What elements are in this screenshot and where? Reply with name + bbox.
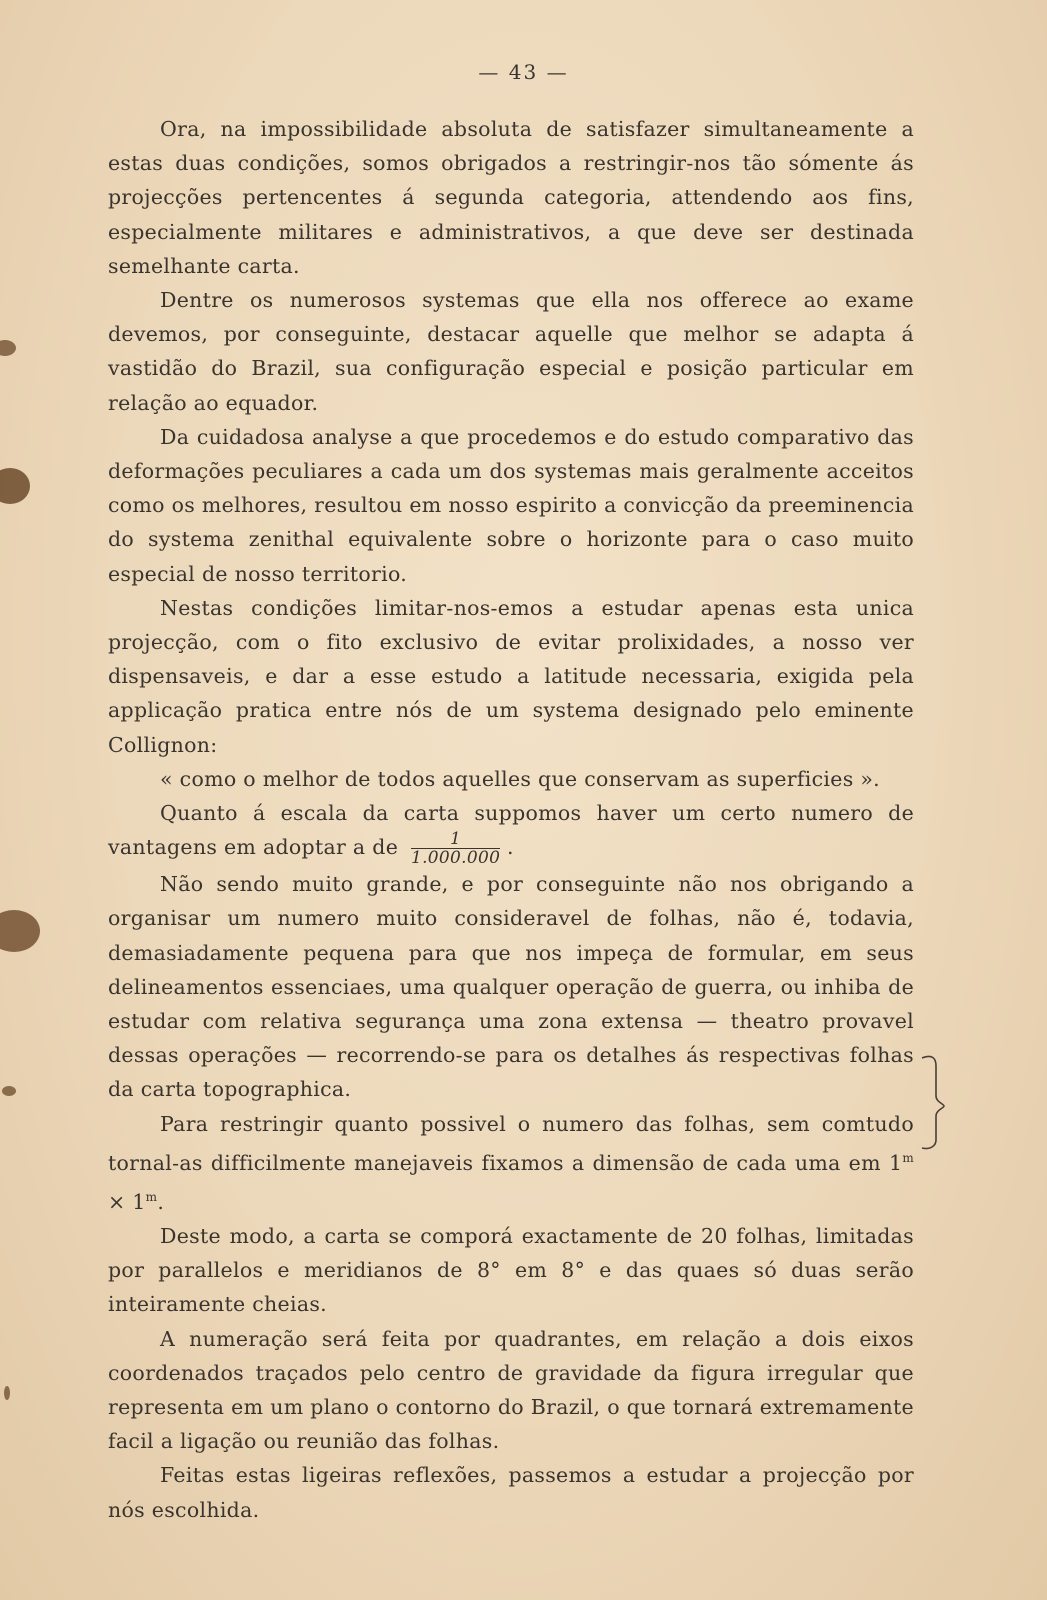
ink-stain-4 xyxy=(2,1086,16,1096)
ink-stain-3 xyxy=(0,910,40,952)
paragraph-9: A numeração será feita por quadrantes, em relação a dois eixos coordenados traçados pelo centro de gravidade da figura irregular que representa em um plano o contorno do Brazil, o que tornará extremamente facil a ligação ou reunião das folhas. xyxy=(108,1326,914,1454)
ink-stain-1 xyxy=(0,340,16,356)
fraction-denominator: 1.000.000 xyxy=(410,848,501,869)
paragraph-8: Deste modo, a carta se comporá exactamente de 20 folhas, limitadas por parallelos e meridianos de 8° em 8° e das quaes só duas serão inteiramente cheias. xyxy=(108,1223,914,1317)
page-number: — 43 — xyxy=(478,60,569,84)
paragraph-1: Ora, na impossibilidade absoluta de satisfazer simultaneamente a estas duas condições, somos obrigados a restringir-nos tão sómente ás projecções pertencentes á segunda categoria, attendendo aos fins, especialmente militares e administrativos, a que deve ser destinada semelhante carta. xyxy=(108,117,914,278)
scale-text: Quanto á escala da carta suppomos haver um certo numero de vantagens em adoptar a de xyxy=(108,801,914,860)
fraction-numerator: 1 xyxy=(411,830,500,849)
scale-text-end: . xyxy=(507,835,514,860)
paragraph-4: Nestas condições limitar-nos-emos a estudar apenas esta unica projecção, com o fito exclusivo de evitar prolixidades, a nosso ver dispensaveis, e dar a esse estudo a latitude necessaria, exigida pela applicação pratica entre nós de um systema designado pelo eminente Collignon: xyxy=(108,595,914,757)
paragraph-10: Feitas estas ligeiras reflexões, passemos a estudar a projecção por nós escolhida. xyxy=(108,1463,914,1522)
paragraph-2: Dentre os numerosos systemas que ella nos offerece ao exame devemos, por conseguinte, destacar aquelle que melhor se adapta á vastidão do Brazil, sua configuração especial e posição particular em relação ao equador. xyxy=(108,288,914,415)
unit-sup-2: m xyxy=(145,1189,158,1204)
ink-stain-2 xyxy=(0,468,30,504)
paragraph-3: Da cuidadosa analyse a que procedemos e do estudo comparativo das deformações peculiares a cada um dos systemas mais geralmente acceitos como os melhores, resultou em nosso espirito a convicção da preeminencia do systema zenithal equivalente sobre o horizonte para o caso muito especial de nosso territorio. xyxy=(108,424,914,586)
times-sign: × 1 xyxy=(108,1189,146,1214)
paragraph-scale xyxy=(108,796,914,867)
paragraph-6: Não sendo muito grande, e por conseguinte não nos obrigando a organisar um numero muito consideravel de folhas, não é, todavia, demasiadamente pequena para que nos impeça de formular, em seus delineamentos essenciaes, uma qualquer operação de guerra, ou inhiba de estudar com relativa segurança uma zona extensa — theatro provavel dessas operações — recorrendo-se para os detalhes ás respectivas folhas da carta topographica. xyxy=(108,872,914,1102)
body-text xyxy=(108,112,914,1527)
margin-bracket-mark xyxy=(918,1052,948,1152)
paragraph-quote: « como o melhor de todos aquelles que conservam as superficies ». xyxy=(160,766,880,791)
scale-fraction xyxy=(411,830,500,867)
dimension-text: Para restringir quanto possivel o numero das folhas, sem comtudo tornal-as difficilmente manejaveis fixamos a dimensão de cada uma em 1 xyxy=(108,1111,914,1175)
paragraph-dimension xyxy=(108,1107,914,1219)
ink-stain-5 xyxy=(4,1386,10,1400)
dimension-text-end: . xyxy=(157,1189,165,1214)
unit-sup-1: m xyxy=(902,1150,914,1165)
